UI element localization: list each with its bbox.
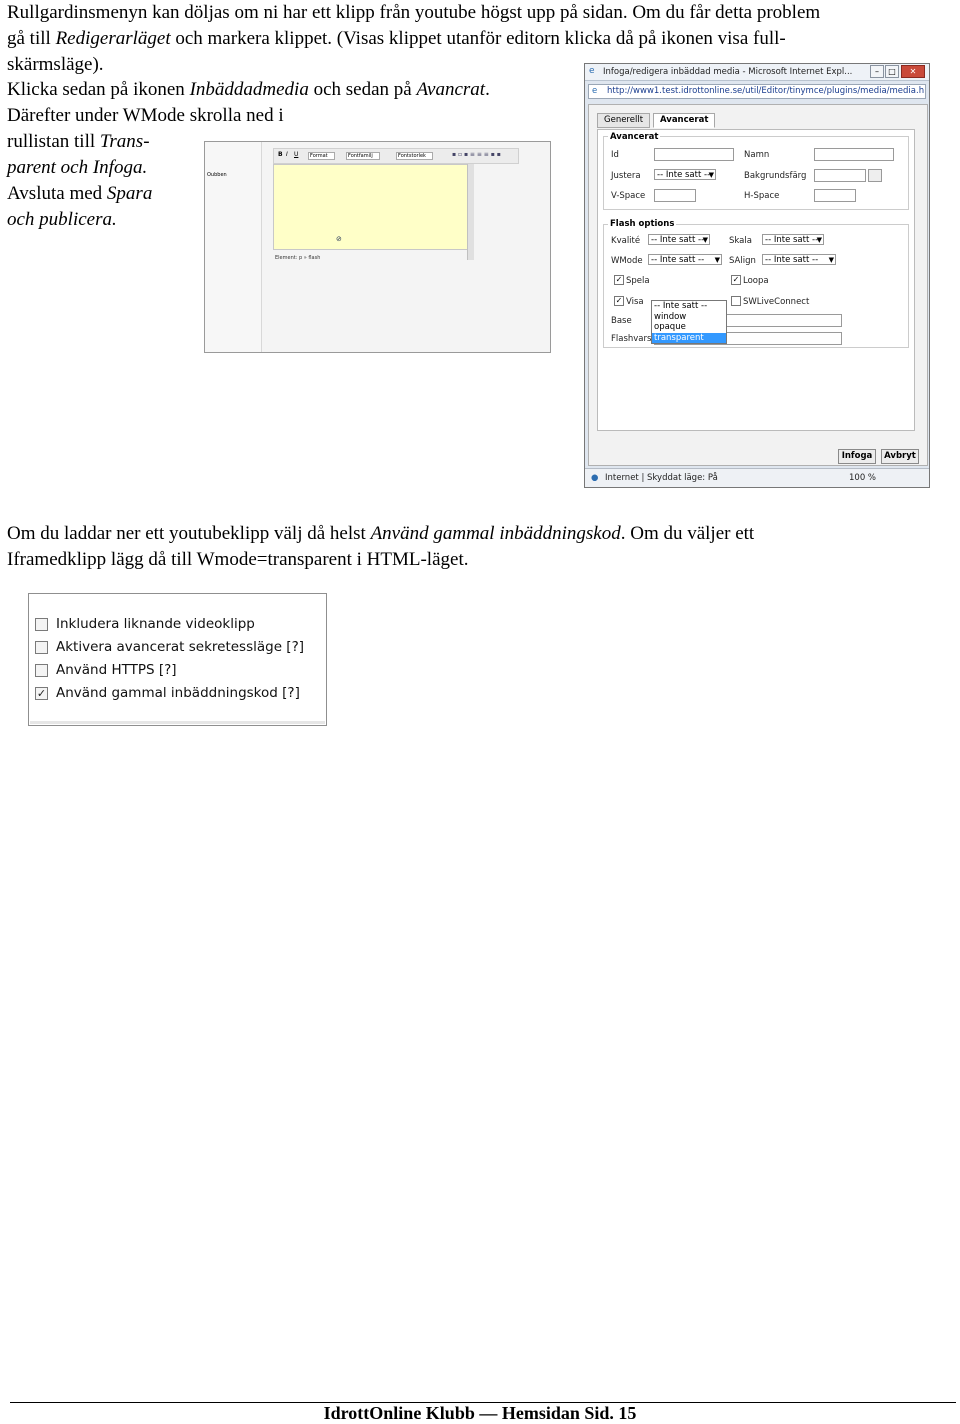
swliveconnect-checkbox[interactable] bbox=[731, 296, 741, 306]
align-select[interactable]: -- Inte satt -- ▼ bbox=[654, 169, 716, 180]
color-picker-icon[interactable] bbox=[868, 169, 882, 182]
show-checkbox[interactable]: ✓ bbox=[615, 296, 623, 305]
address-bar[interactable] bbox=[588, 84, 926, 99]
chevron-down-icon: ▼ bbox=[708, 171, 714, 179]
base-label: Base bbox=[611, 316, 632, 326]
checkbox[interactable] bbox=[35, 664, 48, 677]
options-panel-inner bbox=[30, 595, 325, 724]
hspace-label: H-Space bbox=[744, 191, 780, 201]
salign-label: SAlign bbox=[729, 256, 756, 266]
minimize-icon[interactable]: – bbox=[870, 65, 884, 78]
checkbox-checked[interactable]: ✓ bbox=[36, 686, 47, 700]
insert-button[interactable]: Infoga bbox=[838, 449, 876, 464]
flash-media-icon[interactable]: ⊘ bbox=[336, 235, 342, 243]
steps-line-2: Därefter under WMode skrolla ned i bbox=[7, 105, 284, 126]
intro-line-2: gå till Redigerarläget och markera klippet. (Visas klippet utanför editorn klicka då på ikonen visa full- bbox=[7, 28, 786, 49]
bgcolor-label: Bakgrundsfärg bbox=[744, 171, 807, 181]
option-privacy-mode[interactable]: Aktivera avancerat sekretessläge [?] bbox=[35, 639, 304, 657]
chevron-down-icon: ▼ bbox=[816, 236, 822, 244]
youtube-line-2: Iframedklipp lägg då till Wmode=transparent i HTML-läget. bbox=[7, 549, 469, 570]
chevron-down-icon: ▼ bbox=[828, 256, 834, 264]
editor-left-label: Oubben bbox=[207, 172, 227, 178]
status-text: Internet | Skyddat läge: På bbox=[605, 473, 718, 483]
vspace-input[interactable] bbox=[654, 189, 696, 202]
advanced-legend: Avancerat bbox=[610, 132, 659, 142]
dialog-body bbox=[588, 104, 928, 466]
scale-label: Skala bbox=[729, 236, 752, 246]
option-similar-videos[interactable]: Inkludera liknande videoklipp bbox=[35, 616, 255, 634]
steps-line-5: Avsluta med Spara bbox=[7, 183, 153, 204]
editor-toolbar bbox=[273, 148, 519, 164]
media-dialog-screenshot bbox=[584, 63, 930, 488]
flash-legend: Flash options bbox=[610, 219, 675, 229]
underline-icon[interactable]: U bbox=[294, 151, 299, 158]
editor-content-area[interactable] bbox=[273, 164, 469, 250]
page-footer: IdrottOnline Klubb — Hemsidan Sid. 15 bbox=[323, 1403, 637, 1423]
align-label: Justera bbox=[611, 171, 641, 181]
name-label: Namn bbox=[744, 150, 770, 160]
salign-select[interactable]: -- Inte satt -- ▼ bbox=[762, 254, 836, 265]
wmode-select[interactable]: -- Inte satt -- ▼ bbox=[648, 254, 722, 265]
page-icon: e bbox=[592, 86, 598, 96]
quality-select[interactable]: -- Inte satt -- ▼ bbox=[648, 234, 710, 245]
checkbox[interactable] bbox=[35, 618, 48, 631]
intro-line-3: skärmsläge). bbox=[7, 54, 104, 75]
vspace-label: V-Space bbox=[611, 191, 646, 201]
wmode-option-not-set[interactable]: -- Inte satt -- bbox=[654, 301, 708, 311]
swliveconnect-label: SWLiveConnect bbox=[743, 297, 810, 307]
bold-icon[interactable]: B bbox=[278, 151, 283, 158]
intro-emphasis: Redigerarläget bbox=[55, 28, 171, 49]
dialog-titlebar bbox=[585, 64, 929, 81]
play-label: Spela bbox=[626, 276, 650, 286]
scale-select[interactable]: -- Inte satt -- ▼ bbox=[762, 234, 824, 245]
checkbox[interactable] bbox=[35, 641, 48, 654]
option-old-embed-code[interactable]: ✓ Använd gammal inbäddningskod [?] bbox=[36, 685, 300, 701]
editor-left-panel bbox=[205, 142, 262, 352]
steps-line-1: Klicka sedan på ikonen Inbäddadmedia och sedan på Avancrat. bbox=[7, 79, 490, 100]
wmode-label: WMode bbox=[611, 256, 643, 266]
editor-element-path: Element: p » flash bbox=[275, 255, 321, 261]
toolbar-icons[interactable]: ▪ ▫ ▪ ≡ ≡ ≡ ▪ ▪ bbox=[452, 151, 501, 158]
italic-icon[interactable]: I bbox=[286, 151, 288, 158]
steps-line-6: och publicera. bbox=[7, 209, 117, 230]
font-select[interactable]: Fontfamilj bbox=[346, 152, 380, 160]
play-checkbox[interactable]: ✓ bbox=[615, 275, 623, 284]
close-icon[interactable]: ✕ bbox=[901, 65, 925, 78]
hspace-input[interactable] bbox=[814, 189, 856, 202]
wmode-dropdown-list bbox=[651, 300, 727, 344]
intro-line-1: Rullgardinsmenyn kan döljas om ni har ett klipp från youtube högst upp på sidan. Om du får detta problem bbox=[7, 2, 821, 23]
bgcolor-input[interactable] bbox=[814, 169, 866, 182]
editor-screenshot bbox=[204, 141, 551, 353]
advanced-panel bbox=[597, 129, 915, 431]
youtube-line-1: Om du laddar ner ett youtubeklipp välj då helst Använd gammal inbäddningskod. Om du väljer ett bbox=[7, 523, 755, 544]
chevron-down-icon: ▼ bbox=[702, 236, 708, 244]
maximize-icon[interactable]: □ bbox=[885, 65, 899, 78]
youtube-options-panel bbox=[28, 593, 327, 726]
tab-general[interactable]: Generellt bbox=[597, 113, 650, 128]
steps-line-3: rullistan till Trans- bbox=[7, 131, 150, 152]
format-select[interactable]: Format bbox=[308, 152, 335, 160]
flashvars-label: Flashvars bbox=[611, 334, 652, 344]
quality-label: Kvalité bbox=[611, 236, 641, 246]
cancel-button[interactable]: Avbryt bbox=[881, 449, 919, 464]
steps-line-4: parent och Infoga. bbox=[7, 157, 148, 178]
youtube-paragraph bbox=[7, 521, 957, 573]
globe-icon: ● bbox=[591, 473, 599, 483]
loop-label: Loopa bbox=[743, 276, 769, 286]
show-label: Visa bbox=[626, 297, 644, 307]
chevron-down-icon: ▼ bbox=[714, 256, 720, 264]
dialog-title: Infoga/redigera inbäddad media - Microsoft Internet Expl... bbox=[603, 67, 853, 77]
wmode-option-opaque[interactable]: opaque bbox=[654, 322, 686, 332]
id-label: Id bbox=[611, 150, 619, 160]
wmode-option-transparent[interactable]: transparent bbox=[652, 333, 726, 344]
id-input[interactable] bbox=[654, 148, 734, 161]
name-input[interactable] bbox=[814, 148, 894, 161]
ie-icon: e bbox=[589, 66, 595, 76]
option-https[interactable]: Använd HTTPS [?] bbox=[35, 662, 177, 680]
tab-advanced[interactable]: Avancerat bbox=[653, 113, 715, 128]
status-bar bbox=[585, 468, 929, 487]
address-url: http://www1.test.idrottonline.se/util/Editor/tinymce/plugins/media/media.h bbox=[607, 86, 925, 96]
loop-checkbox[interactable]: ✓ bbox=[732, 275, 740, 284]
zoom-level[interactable]: 100 % bbox=[849, 473, 877, 483]
wmode-option-window[interactable]: window bbox=[654, 311, 687, 322]
editor-scrollbar[interactable] bbox=[467, 164, 474, 260]
size-select[interactable]: Fontstorlek bbox=[396, 152, 433, 160]
